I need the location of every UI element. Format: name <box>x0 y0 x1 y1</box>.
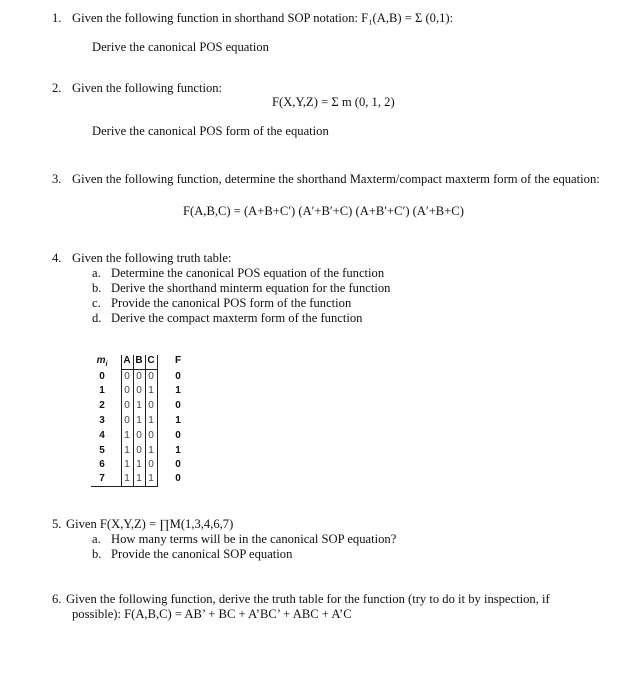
cell-c: 0 <box>148 400 154 411</box>
cell-a: 1 <box>124 430 130 441</box>
question-2-number: 2. <box>52 81 62 95</box>
list-item <box>92 547 292 562</box>
question-4-number: 4. <box>52 251 62 265</box>
question-2-prompt: Given the following function: <box>72 81 223 95</box>
list-item-letter: a. <box>92 532 101 546</box>
cell-b: 1 <box>136 400 142 411</box>
list-item <box>92 311 362 326</box>
cell-f: 0 <box>175 430 181 441</box>
header-a: A <box>123 355 131 366</box>
cell-c: 1 <box>148 445 154 456</box>
cell-c: 0 <box>148 459 154 470</box>
cell-f: 1 <box>175 385 181 396</box>
list-item-text: Provide the canonical POS form of the function <box>111 296 352 310</box>
truth-table <box>91 354 206 487</box>
question-1-number: 1. <box>52 11 62 25</box>
table-divider <box>121 486 158 487</box>
question-2-task: Derive the canonical POS form of the equation <box>92 124 329 138</box>
cell-a: 1 <box>124 445 130 456</box>
cell-b: 1 <box>136 473 142 484</box>
cell-c: 0 <box>148 430 154 441</box>
list-item-text: Provide the canonical SOP equation <box>111 547 293 561</box>
minterm-index: 7 <box>99 473 105 484</box>
table-divider <box>91 486 121 487</box>
list-item-letter: b. <box>92 281 102 295</box>
list-item-letter: a. <box>92 266 101 280</box>
cell-f: 1 <box>175 415 181 426</box>
cell-b: 0 <box>136 430 142 441</box>
question-5-number: 5. <box>52 517 62 531</box>
list-item-letter: c. <box>92 296 101 310</box>
list-item <box>92 266 384 281</box>
question-1-task: Derive the canonical POS equation <box>92 40 269 54</box>
cell-b: 1 <box>136 459 142 470</box>
minterm-index: 2 <box>99 400 105 411</box>
cell-c: 1 <box>148 385 154 396</box>
minterm-index: 3 <box>99 415 105 426</box>
question-4-prompt: Given the following truth table: <box>72 251 232 265</box>
table-divider <box>157 355 158 486</box>
minterm-index: 1 <box>99 385 105 396</box>
question-2-equation: F(X,Y,Z) = Σ m (0, 1, 2) <box>272 95 395 109</box>
question-3-equation: F(A,B,C) = (A+B+C′) (A′+B′+C) (A+B′+C′) (A′+B+C) <box>183 204 464 218</box>
list-item-letter: d. <box>92 311 102 325</box>
list-item-letter: b. <box>92 547 102 561</box>
cell-f: 0 <box>175 400 181 411</box>
cell-a: 0 <box>124 415 130 426</box>
cell-a: 1 <box>124 459 130 470</box>
question-5-prompt: Given F(X,Y,Z) = ∏M(1,3,4,6,7) <box>66 517 234 531</box>
header-b: B <box>135 355 143 366</box>
cell-f: 0 <box>175 473 181 484</box>
cell-c: 0 <box>148 371 154 382</box>
question-1-prompt: Given the following function in shorthand SOP notation: F₁(A,B) = Σ (0,1): <box>72 11 454 25</box>
cell-b: 1 <box>136 415 142 426</box>
list-item-text: Determine the canonical POS equation of the function <box>111 266 385 280</box>
header-f: F <box>174 355 182 366</box>
minterm-index: 0 <box>99 371 105 382</box>
question-3-number: 3. <box>52 172 62 186</box>
cell-b: 0 <box>136 371 142 382</box>
minterm-index: 6 <box>99 459 105 470</box>
cell-f: 0 <box>175 459 181 470</box>
cell-a: 0 <box>124 385 130 396</box>
cell-a: 0 <box>124 400 130 411</box>
question-6-prompt-line2: possible): F(A,B,C) = AB’ + BC + A’BC’ + ABC + A’C <box>72 607 352 621</box>
cell-a: 1 <box>124 473 130 484</box>
question-6-number: 6. <box>52 592 62 606</box>
list-item <box>92 281 390 296</box>
cell-a: 0 <box>124 371 130 382</box>
list-item-text: Derive the compact maxterm form of the function <box>111 311 363 325</box>
cell-b: 0 <box>136 445 142 456</box>
cell-f: 1 <box>175 445 181 456</box>
minterm-index: 5 <box>99 445 105 456</box>
list-item-text: How many terms will be in the canonical SOP equation? <box>111 532 397 546</box>
cell-c: 1 <box>148 473 154 484</box>
header-c: C <box>147 355 155 366</box>
list-item-text: Derive the shorthand minterm equation for the function <box>111 281 391 295</box>
header-minterm-index: $m_i$ <box>96 355 108 368</box>
cell-f: 0 <box>175 371 181 382</box>
question-3-prompt: Given the following function, determine the shorthand Maxterm/compact maxterm form of the equation: <box>72 172 600 186</box>
minterm-index: 4 <box>99 430 105 441</box>
list-item <box>92 532 396 547</box>
question-6-prompt-line1: Given the following function, derive the truth table for the function (try to do it by inspection, if <box>66 592 550 606</box>
cell-b: 0 <box>136 385 142 396</box>
cell-c: 1 <box>148 415 154 426</box>
list-item <box>92 296 351 311</box>
